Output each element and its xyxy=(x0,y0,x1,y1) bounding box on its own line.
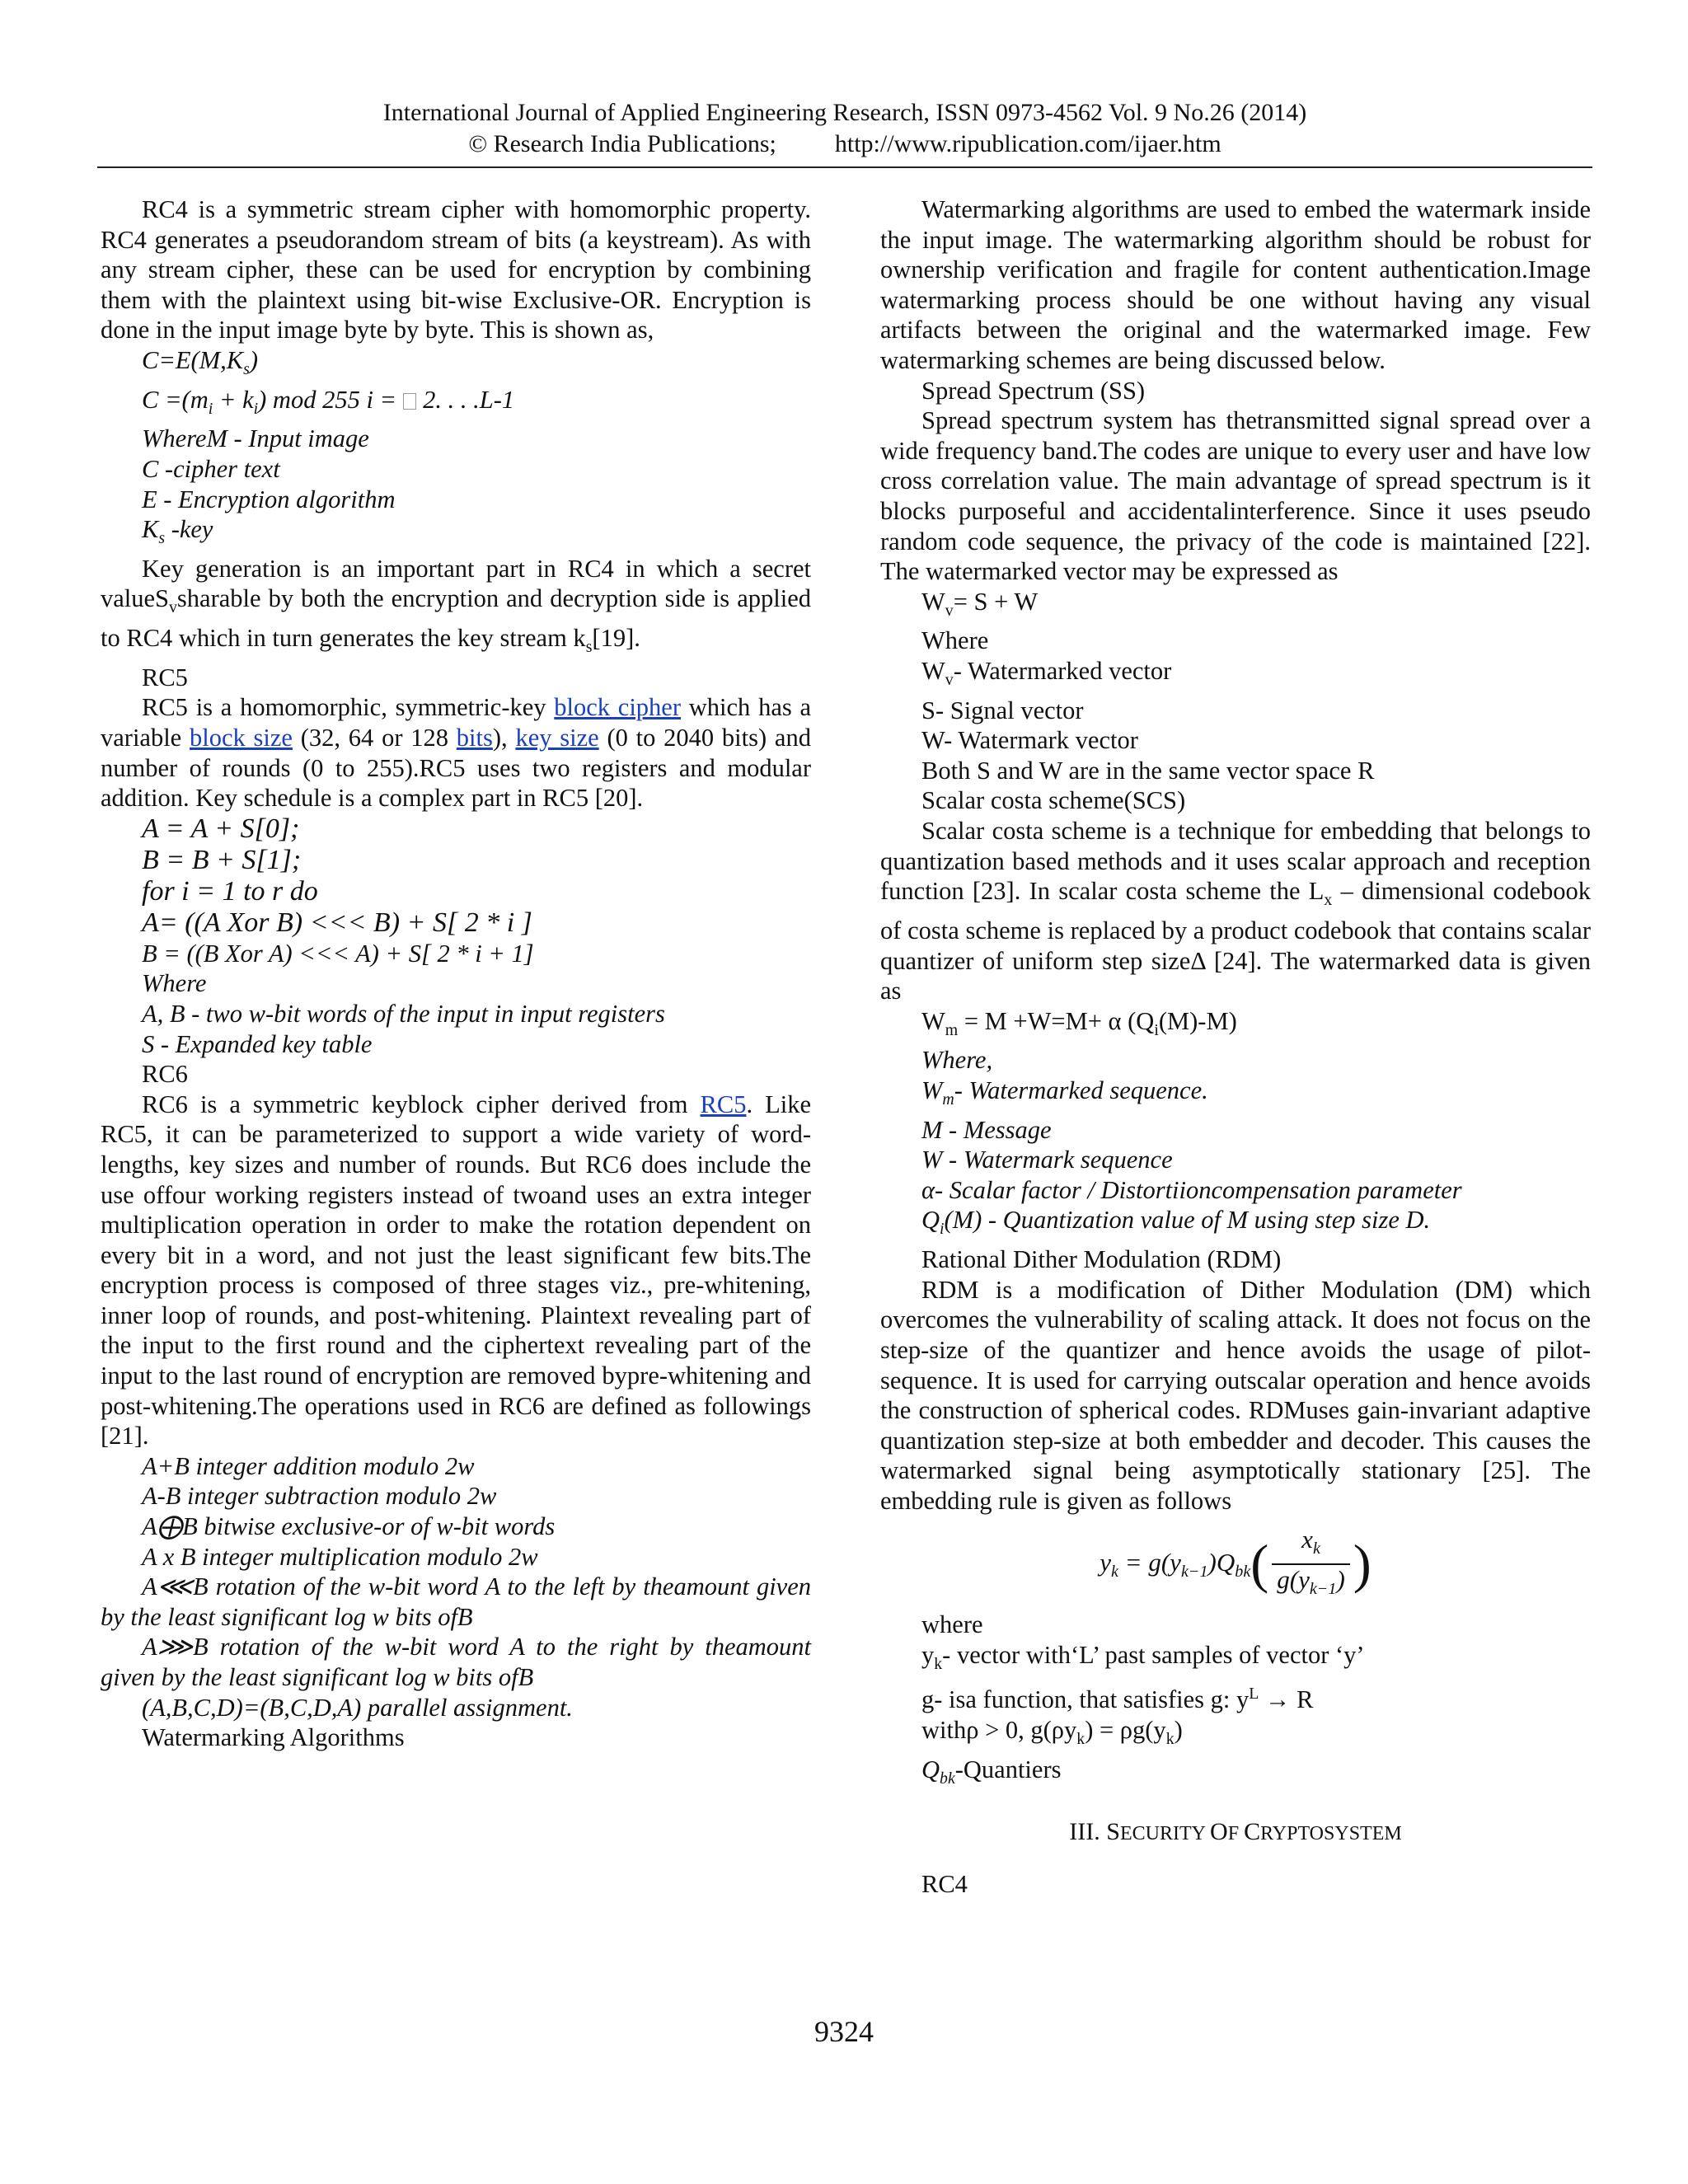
journal-title-line: International Journal of Applied Engineering Research, ISSN 0973-4562 Vol. 9 No.26 (2014) xyxy=(382,99,1307,126)
header-rule xyxy=(97,166,1592,168)
scs-w-def: W - Watermark sequence xyxy=(921,1146,1173,1174)
rc5-alg-line: B = B + S[1]; xyxy=(142,844,302,875)
rc6-op-parallel: (A,B,C,D)=(B,C,D,A) parallel assignment. xyxy=(142,1693,573,1722)
ss-w-def: W- Watermark vector xyxy=(921,726,1138,755)
scs-where: Where, xyxy=(921,1046,993,1075)
scs-alpha-def: α- Scalar factor / Distortiioncompensation parameter xyxy=(921,1175,1462,1204)
rc6-op: A x B integer multiplication modulo 2w xyxy=(142,1542,538,1571)
publisher-name: © Research India Publications; xyxy=(468,130,776,157)
formula-c-def: C -cipher text xyxy=(142,454,280,483)
left-column xyxy=(101,194,811,1753)
ss-same-space: Both S and W are in the same vector space R xyxy=(921,756,1375,785)
rdm-q-def: $Q_{bk}$-Quantiers xyxy=(921,1755,1062,1788)
formula-cipher: $C =(m_i + k_i)$ mod 255 i = 2. . . .L-1 xyxy=(142,385,515,418)
formula-k-def: $K_s$ -key xyxy=(142,515,213,548)
rdm-embedding-equation: $y_k = g(y_{k-1})Q_{bk}$( $\frac{x_k}{g(y_{k-1})}$ ) xyxy=(880,1525,1591,1605)
rc5-s-def: S - Expanded key table xyxy=(142,1029,373,1058)
page-number: 9324 xyxy=(814,2015,874,2048)
ss-heading: Spread Spectrum (SS) xyxy=(921,376,1146,405)
rc6-op: A+B integer addition modulo 2w xyxy=(142,1451,475,1480)
formula-encryption: $C=E(M,K_s)$ xyxy=(142,345,258,379)
link-block-cipher[interactable]: block cipher xyxy=(554,693,682,722)
rc6-op: A-B integer subtraction modulo 2w xyxy=(142,1482,497,1511)
rdm-heading: Rational Dither Modulation (RDM) xyxy=(921,1245,1282,1274)
ss-where: Where xyxy=(921,626,989,655)
link-key-size[interactable]: key size xyxy=(515,723,599,752)
equation-fraction: $\frac{x_k}{g(y_{k-1})}$ xyxy=(1272,1525,1350,1605)
scs-heading: Scalar costa scheme(SCS) xyxy=(921,786,1186,815)
link-bits[interactable]: bits xyxy=(456,723,493,752)
scs-wm-def: $W_m-$ Watermarked sequence. xyxy=(921,1076,1208,1109)
watermarking-intro-paragraph: Watermarking algorithms are used to embed the watermark inside the input image. The watermarking algorithm should be robust for ownership verification and fragile for content authentication.Image watermarking process should be one without having any visual artifacts between the original and the watermarked image. Few watermarking schemes are being discussed below. xyxy=(880,195,1591,374)
rc4-intro-paragraph: RC4 is a symmetric stream cipher with homomorphic property. RC4 generates a pseudorandom stream of bits (a keystream). As with any stream cipher, these can be used for encryption by combining them with the plaintext using bit-wise Exclusive-OR. Encryption is done in the input image byte by byte. This is shown as, xyxy=(101,195,811,344)
ss-equation: $W_v= S + W$ xyxy=(921,587,1039,620)
rc6-paragraph: RC6 is a symmetric keyblock cipher derived from RC5. Like RC5, it can be parameterized to support a wide variety of word-lengths, key sizes and number of rounds. But RC6 does include the use offour working registers instead of twoand uses an extra integer multiplication operation in order to make the rotation dependent on every bit in a word, and not just the least significant few bits.The encryption process is composed of three stages viz., pre-whitening, inner loop of rounds, and post-whitening. Plaintext revealing part of the input to the first round and the ciphertext revealing part of the input to the last round of encryption are removed bypre-whitening and post-whitening.The operations used in RC6 are defined as followings [21]. xyxy=(101,1090,811,1451)
rc5-alg-line: B = ((B Xor A) <<< A) + S[ 2 * i + 1] xyxy=(142,939,534,968)
ss-paragraph: Spread spectrum system has thetransmitted signal spread over a wide frequency band.The codes are unique to every user and have low cross correlation value. The main advantage of spread spectrum is it blocks purposeful and accidentalinterference. Since it uses pseudo random code sequence, the privacy of the code is maintained [22]. The watermarked vector may be expressed as xyxy=(880,406,1591,586)
rc5-heading: RC5 xyxy=(142,663,188,691)
rc5-alg-line: A= ((A Xor B) <<< B) + S[ 2 * i ] xyxy=(142,907,532,938)
rc6-op-rotate-left: A⋘B rotation of the w-bit word A to the left by theamount given by the least significant log w bits ofB xyxy=(101,1572,811,1631)
scs-paragraph: Scalar costa scheme is a technique for embedding that belongs to quantization based methods and it uses scalar approach and reception function [23]. In scalar costa scheme the $L_x$ – dimensional codebook of costa scheme is replaced by a product codebook that contains scalar quantizer of uniform step sizeΔ [24]. The watermarked data is given as xyxy=(880,817,1591,1005)
keygen-paragraph: Key generation is an important part in RC4 in which a secret valueS$_v$sharable by both the encryption and decryption side is applied to RC4 which in turn generates the key stream $k_s[19]$. xyxy=(101,554,811,657)
rc5-alg-line: for i = 1 to r do xyxy=(142,875,318,907)
formula-e-def: E - Encryption algorithm xyxy=(142,485,396,513)
rc5-alg-line: A = A + S[0]; xyxy=(142,813,300,844)
ss-s-def: S- Signal vector xyxy=(921,696,1084,724)
rc5-ab-def: A, B - two w-bit words of the input in input registers xyxy=(142,999,665,1028)
scs-q-def: $Q_i(M)$ - Quantization value of M using step size D. xyxy=(921,1206,1431,1239)
scs-equation: $W_m = M +W=M+ \alpha$ $(Q_i(M)-M)$ xyxy=(921,1006,1237,1039)
rc6-heading: RC6 xyxy=(142,1060,188,1089)
rc4-subheading: RC4 xyxy=(921,1870,968,1899)
rdm-yk-def: $y_k-$ vector with‘L’ past samples of vector ‘y’ xyxy=(921,1640,1365,1673)
watermarking-heading: Watermarking Algorithms xyxy=(142,1723,405,1752)
formula-where-m: WhereM - Input image xyxy=(142,424,369,453)
missing-glyph-box xyxy=(403,393,416,410)
rdm-g-def: g- isa function, that satisfies g: $y^L \to R$ xyxy=(921,1685,1314,1714)
journal-publisher-line xyxy=(97,129,1592,160)
rdm-with-condition: withρ > 0, $g(\rho y_k) = \rho g(y_k)$ xyxy=(921,1716,1183,1749)
journal-url: http://www.ripublication.com/ijaer.htm xyxy=(834,130,1221,157)
rc6-op: A⨁B bitwise exclusive-or of w-bit words xyxy=(142,1512,556,1541)
rc5-paragraph: RC5 is a homomorphic, symmetric-key block cipher which has a variable block size (32, 64 or 128 bits), key size (0 to 2040 bits) and number of rounds (0 to 255).RC5 uses two registers and modular addition. Key schedule is a complex part in RC5 [20]. xyxy=(101,693,812,813)
rdm-where: where xyxy=(921,1610,983,1639)
journal-header xyxy=(97,97,1592,160)
right-column xyxy=(880,194,1591,1900)
rdm-paragraph: RDM is a modification of Dither Modulation (DM) which overcomes the vulnerability of scaling attack. It does not focus on the step-size of the quantizer and hence avoids the usage of pilot-sequence. It is used for carrying outscalar operation and hence avoids the construction of spherical codes. RDMuses gain-invariant adaptive quantization step-size at both embedder and decoder. This causes the watermarked signal being asymptotically stationary [25]. The embedding rule is given as follows xyxy=(880,1275,1591,1515)
ss-wv-def: $W_v-$ Watermarked vector xyxy=(921,657,1172,690)
rc6-op-rotate-right: A⋙B rotation of the w-bit word A to the right by theamount given by the least significant log w bits ofB xyxy=(101,1633,811,1691)
scs-m-def: M - Message xyxy=(921,1115,1052,1144)
section-heading-security: III. SECURITY OF CRYPTOSYSTEM xyxy=(1069,1818,1402,1846)
link-block-size[interactable]: block size xyxy=(190,723,293,752)
rc5-where: Where xyxy=(142,969,207,998)
link-rc5[interactable]: RC5 xyxy=(700,1090,747,1118)
